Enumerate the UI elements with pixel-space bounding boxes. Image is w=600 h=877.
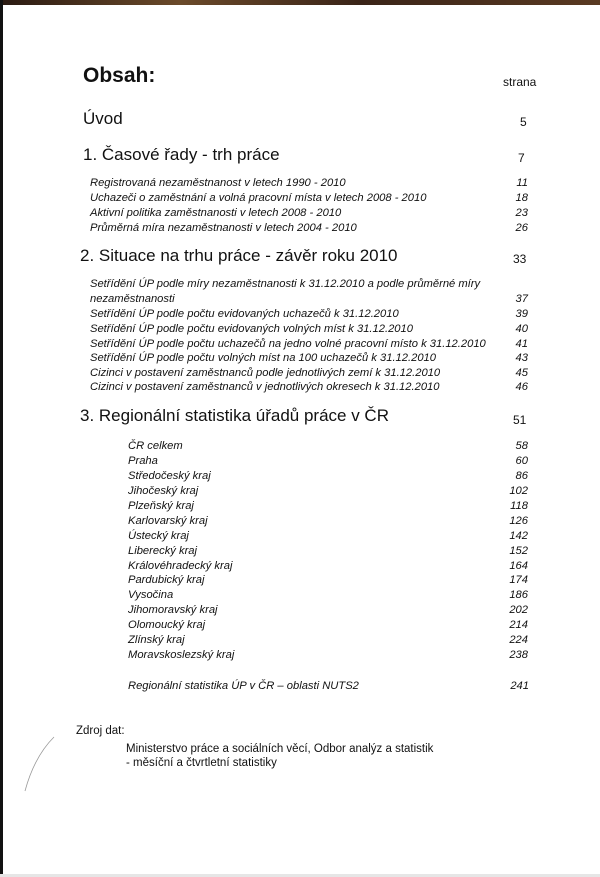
toc-intro-page: 5	[520, 115, 527, 129]
toc-item-page: 238	[509, 649, 528, 661]
toc-item-page: 60	[515, 455, 528, 467]
toc-item: Setřídění ÚP podle počtu evidovaných volných míst k 31.12.2010	[90, 323, 413, 335]
toc-item: Zlínský kraj	[128, 634, 185, 646]
toc-item-page: 152	[509, 545, 528, 557]
scan-edge-top	[0, 0, 600, 5]
toc-item: Praha	[128, 455, 158, 467]
toc-item-page: 186	[509, 589, 528, 601]
toc-item: Ústecký kraj	[128, 530, 189, 542]
toc-section-1-page: 7	[518, 151, 525, 165]
source-label: Zdroj dat:	[76, 725, 125, 737]
toc-intro-label: Úvod	[83, 109, 123, 128]
toc-item-page: 241	[510, 680, 529, 692]
toc-item: Průměrná míra nezaměstnanosti v letech 2004 - 2010	[90, 222, 357, 234]
toc-item: Setřídění ÚP podle počtu volných míst na 100 uchazečů k 31.12.2010	[90, 352, 436, 364]
toc-item-page: 202	[509, 604, 528, 616]
page-column-label: strana	[503, 75, 537, 89]
toc-item: Registrovaná nezaměstnanost v letech 1990 - 2010	[90, 177, 346, 189]
pencil-mark	[22, 735, 58, 795]
toc-item-page: 41	[515, 338, 528, 350]
toc-item-page: 40	[515, 323, 528, 335]
toc-item-page: 126	[509, 515, 528, 527]
toc-section-2-label: 2. Situace na trhu práce - závěr roku 2010	[80, 246, 398, 265]
toc-item: Cizinci v postavení zaměstnanců v jednotlivých okresech k 31.12.2010	[90, 381, 440, 393]
toc-item-page: 214	[509, 619, 528, 631]
toc-section-2-page: 33	[513, 252, 527, 266]
toc-item: Středočeský kraj	[128, 470, 211, 482]
toc-item: Setřídění ÚP podle počtu evidovaných uchazečů k 31.12.2010	[90, 308, 399, 320]
toc-item: Setřídění ÚP podle míry nezaměstnanosti k 31.12.2010 a podle průměrné míry	[90, 278, 481, 290]
toc-item-page: 118	[510, 500, 528, 512]
toc-item-continued: nezaměstnanosti	[90, 293, 175, 305]
toc-item: Plzeňský kraj	[128, 500, 194, 512]
toc-item: Královéhradecký kraj	[128, 560, 233, 572]
toc-item-page: 58	[515, 440, 528, 452]
toc-item-page: 43	[515, 352, 528, 364]
toc-title: Obsah:	[83, 64, 156, 87]
toc-item-page: 39	[515, 308, 528, 320]
toc-item: Karlovarský kraj	[128, 515, 208, 527]
toc-item: Aktivní politika zaměstnanosti v letech 2008 - 2010	[90, 207, 342, 219]
toc-item-page: 18	[515, 192, 528, 204]
toc-item: Jihomoravský kraj	[128, 604, 218, 616]
toc-item: Cizinci v postavení zaměstnanců podle jednotlivých zemí k 31.12.2010	[90, 367, 441, 379]
toc-item-page: 45	[515, 367, 528, 379]
toc-item-page: 102	[509, 485, 528, 497]
toc-item-page: 26	[515, 222, 528, 234]
toc-item-page: 86	[515, 470, 528, 482]
toc-section-3-page: 51	[513, 413, 527, 427]
toc-item-page: 224	[509, 634, 528, 646]
toc-item: ČR celkem	[128, 440, 183, 452]
toc-item-page: 11	[516, 177, 528, 189]
source-line-1: Ministerstvo práce a sociálních věcí, Odbor analýz a statistik	[126, 743, 434, 755]
toc-item-page: 174	[509, 574, 528, 586]
toc-item-page: 37	[515, 293, 528, 305]
toc-item: Uchazeči o zaměstnání a volná pracovní místa v letech 2008 - 2010	[90, 192, 427, 204]
toc-item: Moravskoslezský kraj	[128, 649, 235, 661]
toc-item-page: 46	[515, 381, 528, 393]
toc-item: Jihočeský kraj	[128, 485, 199, 497]
toc-item-page: 164	[509, 560, 528, 572]
toc-item: Liberecký kraj	[128, 545, 198, 557]
toc-section-3-label: 3. Regionální statistika úřadů práce v ČR	[80, 406, 389, 425]
toc-item: Setřídění ÚP podle počtu uchazečů na jedno volné pracovní místo k 31.12.2010	[90, 338, 486, 350]
toc-item-page: 142	[509, 530, 528, 542]
toc-item: Pardubický kraj	[128, 574, 205, 586]
scan-edge-left	[0, 0, 3, 877]
toc-section-1-label: 1. Časové řady - trh práce	[83, 145, 280, 164]
toc-item-nuts2: Regionální statistika ÚP v ČR – oblasti NUTS2	[128, 680, 359, 692]
toc-item: Olomoucký kraj	[128, 619, 206, 631]
toc-item-page: 23	[515, 207, 528, 219]
toc-item: Vysočina	[128, 589, 174, 601]
source-line-2: - měsíční a čtvrtletní statistiky	[126, 757, 277, 769]
